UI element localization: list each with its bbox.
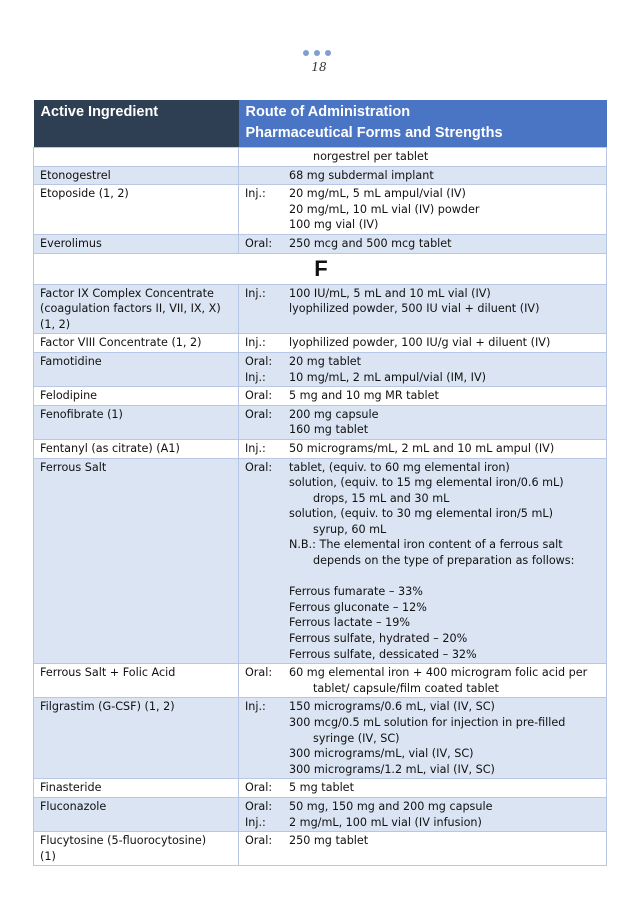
table-row — [34, 698, 607, 779]
dot-icon — [303, 50, 309, 56]
form-line: 20 mg/mL, 5 mL ampul/vial (IV) — [289, 187, 466, 201]
ingredient-cell: Felodipine — [34, 387, 239, 406]
iron-content-item: Ferrous lactate – 19% — [289, 616, 410, 630]
ingredient-line: (coagulation factors II, VII, IX, X) — [40, 302, 221, 316]
section-row — [34, 253, 607, 284]
table-row — [34, 458, 607, 664]
route-label: Oral: — [245, 666, 273, 680]
route-label: Inj.: — [245, 336, 266, 350]
table-row — [34, 166, 607, 185]
ingredient-cell — [34, 284, 239, 334]
route-label: Inj.: — [245, 187, 266, 201]
ingredient-cell: Fentanyl (as citrate) (A1) — [34, 439, 239, 458]
ingredient-cell: Everolimus — [34, 234, 239, 253]
forms-cell — [239, 334, 607, 353]
forms-cell — [239, 387, 607, 406]
ingredient-cell: Fluconazole — [34, 797, 239, 831]
form-line: 50 micrograms/mL, 2 mL and 10 mL ampul (IV) — [289, 441, 555, 455]
decorative-dots — [303, 50, 331, 56]
forms-cell — [239, 185, 607, 235]
form-line: tablet/ capsule/film coated tablet — [313, 681, 499, 695]
table-row — [34, 148, 607, 167]
forms-cell — [239, 664, 607, 698]
forms-cell — [239, 234, 607, 253]
route-label: Oral: — [245, 834, 273, 848]
form-line: 150 micrograms/0.6 mL, vial (IV, SC) — [289, 700, 495, 714]
continuation-text: norgestrel per tablet — [313, 150, 429, 163]
header-route — [239, 100, 607, 148]
table-row — [34, 387, 607, 406]
route-label: Oral: — [245, 460, 273, 474]
ingredient-cell: Etoposide (1, 2) — [34, 185, 239, 235]
ingredient-line: (1, 2) — [40, 317, 71, 331]
iron-content-item: Ferrous gluconate – 12% — [289, 600, 427, 614]
header-forms-line: Pharmaceutical Forms and Strengths — [245, 125, 503, 141]
route-label: Inj.: — [245, 441, 266, 455]
ingredient-cell: Famotidine — [34, 352, 239, 386]
dot-icon — [325, 50, 331, 56]
iron-content-item: Ferrous sulfate, hydrated – 20% — [289, 632, 468, 646]
ingredient-cell: Ferrous Salt + Folic Acid — [34, 664, 239, 698]
iron-content-item: Ferrous fumarate – 33% — [289, 585, 423, 599]
ingredient-cell: Etonogestrel — [34, 166, 239, 185]
form-line: 5 mg tablet — [289, 781, 354, 795]
form-line: 20 mg tablet — [289, 354, 362, 368]
ingredient-line: Factor IX Complex Concentrate — [40, 286, 214, 300]
forms-cell — [239, 797, 607, 831]
form-line: 60 mg elemental iron + 400 microgram folic acid per — [289, 666, 588, 680]
ingredient-cell: Ferrous Salt — [34, 458, 239, 664]
forms-cell — [239, 779, 607, 798]
form-line: 200 mg capsule — [289, 407, 379, 421]
table-row — [34, 439, 607, 458]
route-label: Oral: — [245, 354, 273, 368]
table-row — [34, 405, 607, 439]
form-line: 250 mg tablet — [289, 834, 369, 848]
forms-cell — [239, 458, 607, 664]
table-row — [34, 334, 607, 353]
ingredient-line: Flucytosine (5-fluorocytosine) — [40, 834, 207, 848]
form-line: 300 mcg/0.5 mL solution for injection in pre-filled — [289, 716, 566, 729]
forms-cell — [239, 284, 607, 334]
form-line: drops, 15 mL and 30 mL — [313, 491, 450, 505]
forms-cell — [239, 439, 607, 458]
route-label: Inj.: — [245, 815, 266, 829]
forms-cell — [239, 405, 607, 439]
form-line: 68 mg subdermal implant — [289, 168, 434, 182]
forms-cell — [239, 148, 607, 167]
ingredient-cell — [34, 148, 239, 167]
forms-cell — [239, 166, 607, 185]
header-active-ingredient: Active Ingredient — [34, 100, 239, 148]
route-label: Oral: — [245, 407, 273, 421]
form-line: lyophilized powder, 500 IU vial + diluent (IV) — [289, 302, 540, 316]
form-line: syrup, 60 mL — [313, 522, 387, 536]
ingredient-cell: Finasteride — [34, 779, 239, 798]
ingredient-cell — [34, 832, 239, 866]
forms-cell — [239, 832, 607, 866]
route-label: Inj.: — [245, 700, 266, 714]
forms-cell — [239, 352, 607, 386]
form-line: 300 micrograms/mL, vial (IV, SC) — [289, 747, 474, 761]
page-number: 18 — [311, 60, 327, 74]
table-header — [34, 100, 607, 148]
ingredient-cell: Factor VIII Concentrate (1, 2) — [34, 334, 239, 353]
dot-icon — [314, 50, 320, 56]
header-route-line: Route of Administration — [245, 104, 411, 120]
table-row — [34, 779, 607, 798]
form-line: solution, (equiv. to 15 mg elemental iron/0.6 mL) — [289, 476, 564, 490]
table-row — [34, 234, 607, 253]
route-label: Oral: — [245, 389, 273, 403]
form-line: 10 mg/mL, 2 mL ampul/vial (IM, IV) — [289, 370, 486, 384]
form-line: lyophilized powder, 100 IU/g vial + diluent (IV) — [289, 336, 551, 350]
form-line: syringe (IV, SC) — [313, 731, 400, 745]
table-row — [34, 352, 607, 386]
route-label: Oral: — [245, 236, 273, 250]
ingredient-cell: Fenofibrate (1) — [34, 405, 239, 439]
form-line: 160 mg tablet — [289, 423, 369, 437]
table-row — [34, 832, 607, 866]
table-row — [34, 185, 607, 235]
drug-table — [33, 100, 607, 866]
form-line: 100 mg vial (IV) — [289, 218, 379, 232]
route-label: Inj.: — [245, 286, 266, 300]
table-row — [34, 664, 607, 698]
form-line: 300 micrograms/1.2 mL, vial (IV, SC) — [289, 762, 495, 776]
table-row — [34, 284, 607, 334]
route-label: Oral: — [245, 799, 273, 813]
section-letter: F — [34, 253, 607, 284]
forms-cell — [239, 698, 607, 779]
form-line: 5 mg and 10 mg MR tablet — [289, 389, 439, 403]
form-line: 100 IU/mL, 5 mL and 10 mL vial (IV) — [289, 286, 491, 300]
form-line: tablet, (equiv. to 60 mg elemental iron) — [289, 460, 510, 474]
note-line: N.B.: The elemental iron content of a ferrous salt — [289, 538, 563, 552]
route-label: Oral: — [245, 781, 273, 795]
form-line: 250 mcg and 500 mcg tablet — [289, 236, 452, 250]
form-line: solution, (equiv. to 30 mg elemental iron/5 mL) — [289, 507, 553, 521]
form-line: 50 mg, 150 mg and 200 mg capsule — [289, 799, 493, 813]
iron-content-item: Ferrous sulfate, dessicated – 32% — [289, 647, 477, 661]
form-line: 20 mg/mL, 10 mL vial (IV) powder — [289, 202, 480, 216]
ingredient-line: (1) — [40, 849, 56, 863]
table-row — [34, 797, 607, 831]
note-line: depends on the type of preparation as follows: — [313, 554, 575, 568]
ingredient-cell: Filgrastim (G-CSF) (1, 2) — [34, 698, 239, 779]
form-line: 2 mg/mL, 100 mL vial (IV infusion) — [289, 815, 482, 829]
route-label: Inj.: — [245, 370, 266, 384]
